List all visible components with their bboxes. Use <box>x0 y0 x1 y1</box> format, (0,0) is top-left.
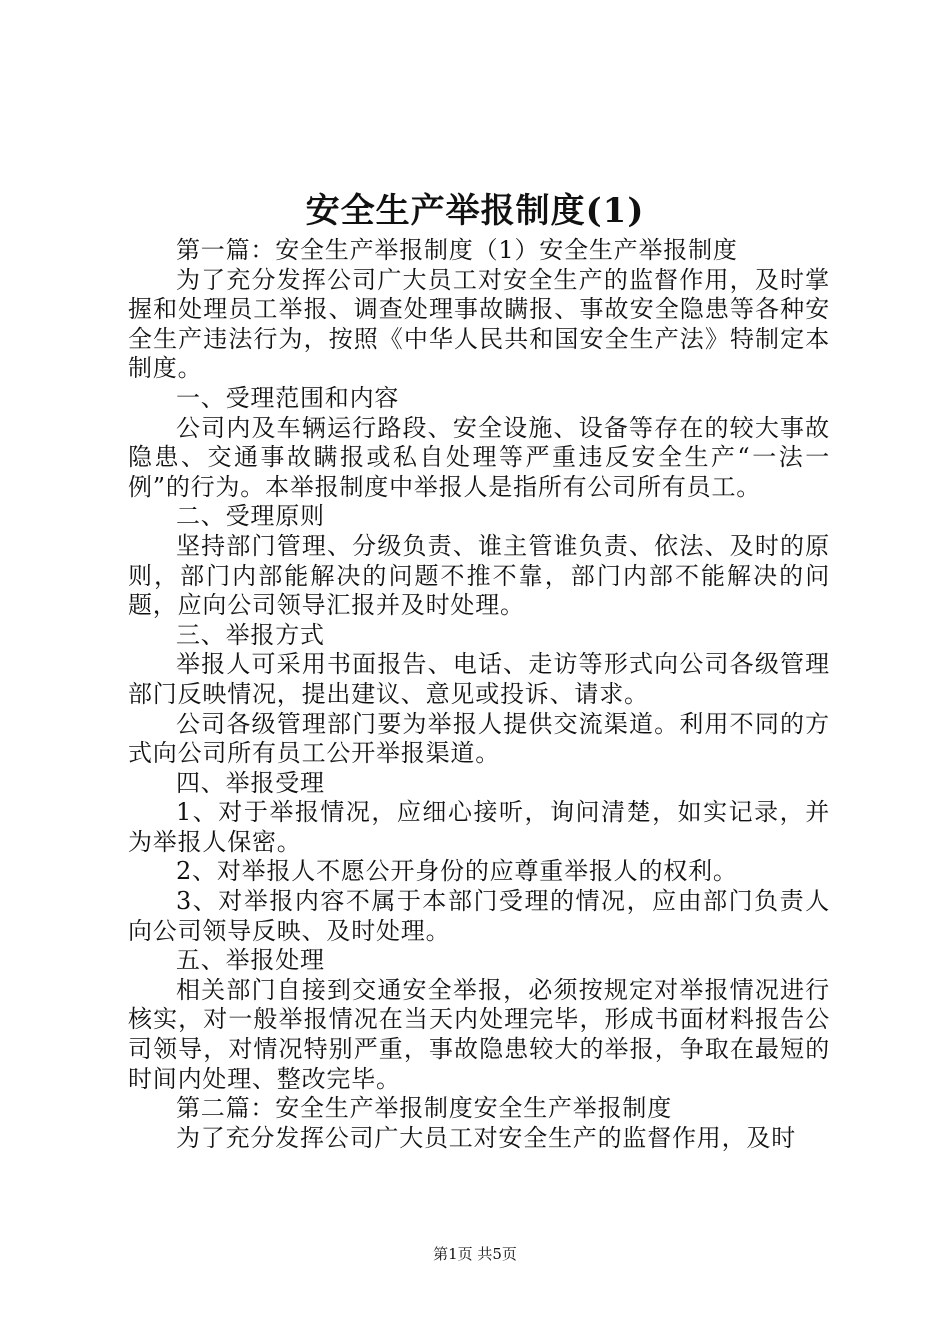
paragraph: 公司各级管理部门要为举报人提供交流渠道。利用不同的方式向公司所有员工公开举报渠道。 <box>128 709 830 768</box>
paragraph: 第一篇：安全生产举报制度（1）安全生产举报制度 <box>176 236 738 264</box>
paragraph: 相关部门自接到交通安全举报，必须按规定对举报情况进行核实，对一般举报情况在当天内处理完毕，形成书面材料报告公司领导，对情况特别严重，事故隐患较大的举报，争取在最短的时间内处理、整改完毕。 <box>128 975 830 1093</box>
paragraph: 为了充分发挥公司广大员工对安全生产的监督作用，及时掌握和处理员工举报、调查处理事故瞒报、事故安全隐患等各种安全生产违法行为，按照《中华人民共和国安全生产法》特制定本制度。 <box>128 265 830 383</box>
section-heading: 四、举报受理 <box>176 768 325 797</box>
paragraph: 为了充分发挥公司广大员工对安全生产的监督作用，及时 <box>176 1123 796 1152</box>
paragraph: 公司内及车辆运行路段、安全设施、设备等存在的较大事故隐患、交通事故瞒报或私自处理等严重违反安全生产“一法一例”的行为。本举报制度中举报人是指所有公司所有员工。 <box>128 413 830 501</box>
list-item: 1、对于举报情况，应细心接听，询问清楚，如实记录，并为举报人保密。 <box>128 798 830 856</box>
paragraph: 举报人可采用书面报告、电话、走访等形式向公司各级管理部门反映情况，提出建议、意见或投诉、请求。 <box>128 650 830 708</box>
paragraph: 坚持部门管理、分级负责、谁主管谁负责、依法、及时的原则，部门内部能解决的问题不推不靠，部门内部不能解决的问题，应向公司领导汇报并及时处理。 <box>128 531 830 620</box>
section-heading: 五、举报处理 <box>176 946 325 975</box>
page-number-footer: 第1页 共5页 <box>433 1245 517 1263</box>
list-item: 2、对举报人不愿公开身份的应尊重举报人的权利。 <box>176 857 738 886</box>
section-heading: 三、举报方式 <box>176 620 325 649</box>
section-heading: 一、受理范围和内容 <box>176 383 400 412</box>
list-item: 3、对举报内容不属于本部门受理的情况，应由部门负责人向公司领导反映、及时处理。 <box>128 887 830 945</box>
section-heading: 二、受理原则 <box>176 502 325 531</box>
document-body <box>128 236 830 1153</box>
document-title: 安全生产举报制度(1) <box>305 191 645 231</box>
paragraph: 第二篇：安全生产举报制度安全生产举报制度 <box>176 1094 672 1123</box>
